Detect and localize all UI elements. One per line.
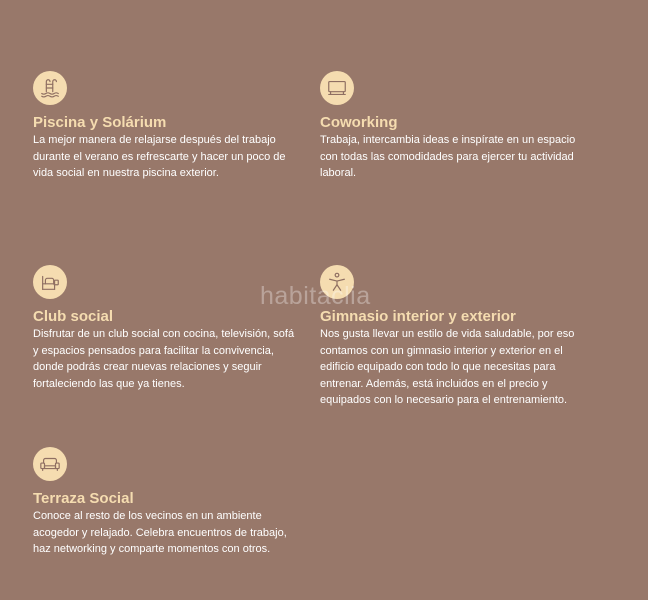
feature-terrace: [33, 447, 303, 558]
feature-pool: [33, 71, 303, 182]
watermark: habitaclia: [260, 282, 371, 310]
feature-coworking: [320, 71, 590, 182]
feature-title: Gimnasio interior y exterior: [320, 308, 516, 325]
sofa-icon: [33, 447, 67, 481]
feature-title: Club social: [33, 308, 114, 325]
pool-icon: [33, 71, 67, 105]
armchair-tv-icon: [33, 265, 67, 299]
feature-description: Nos gusta llevar un estilo de vida saludable, por eso contamos con un gimnasio interior y exterior en el edificio equipado con todo lo que necesitas para entrenar. Además, está incluidos en el precio y equipados con lo necesario para el entrenamiento.: [320, 328, 575, 406]
feature-description: Trabaja, intercambia ideas e inspírate en un espacio con todas las comodidades para ejercer tu actividad laboral.: [320, 134, 576, 179]
monitor-icon: [320, 71, 354, 105]
feature-title: Terraza Social: [33, 490, 134, 507]
feature-description: La mejor manera de relajarse después del trabajo durante el verano es refrescarte y hacer un poco de vida social en nuestra piscina exterior.: [33, 134, 286, 179]
feature-title: Piscina y Solárium: [33, 114, 167, 131]
feature-description: Conoce al resto de los vecinos en un ambiente acogedor y relajado. Celebra encuentros de trabajo, haz networking y comparte momentos con otros.: [33, 510, 287, 555]
feature-description: Disfrutar de un club social con cocina, televisión, sofá y espacios pensados para facilitar la convivencia, donde podrás crear nuevas relaciones y seguir fortaleciendo las que ya tienes.: [33, 328, 295, 390]
feature-title: Coworking: [320, 114, 398, 131]
